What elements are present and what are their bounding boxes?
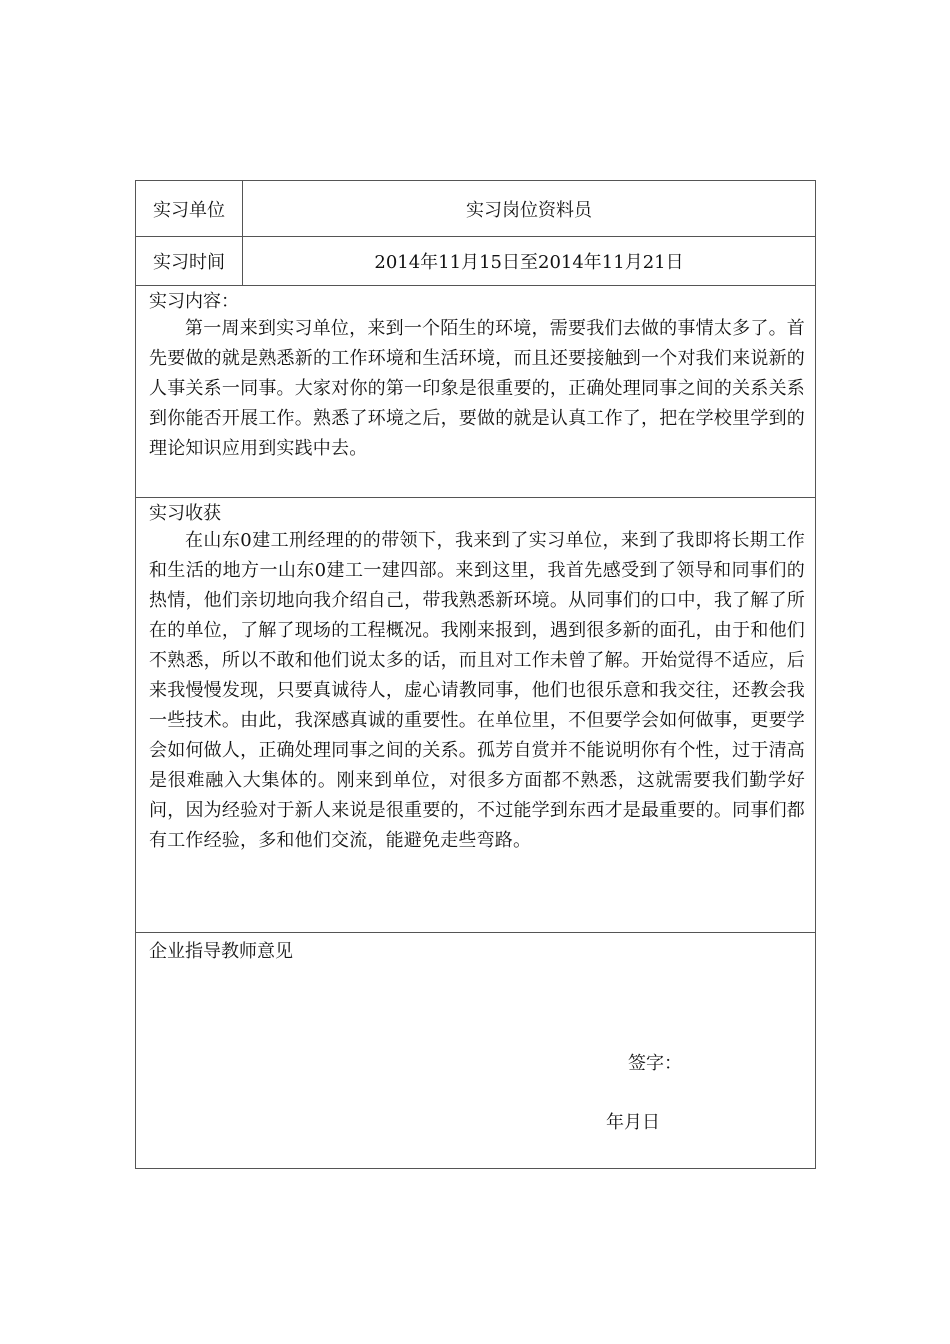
gain-body: 在山东0建工刑经理的的带领下，我来到了实习单位，来到了我即将长期工作和生活的地方一山东0建工一建四部。来到这里，我首先感受到了领导和同事们的热情，他们亲切地向我介绍自己，带我熟悉新环境。从同事们的口中，我了解了所在的单位，了解了现场的工程概况。我刚来报到，遇到很多新的面孔，由于和他们不熟悉，所以不敢和他们说太多的话，而且对工作未曾了解。开始觉得不适应，后来我慢慢发现，只要真诚待人，虚心请教同事，他们也很乐意和我交往，还教会我一些技术。由此，我深感真诚的重要性。在单位里，不但要学会如何做事，更要学会如何做人，正确处理同事之间的关系。孤芳自赏并不能说明你有个性，过于清高是很难融入大集体的。刚来到单位，对很多方面都不熟悉，这就需要我们勤学好问，因为经验对于新人来说是很重要的，不过能学到东西才是最重要的。同事们都有工作经验，多和他们交流，能避免走些弯路。 bbox=[149, 530, 805, 851]
time-row bbox=[136, 237, 815, 286]
mentor-title: 企业指导教师意见 bbox=[149, 941, 293, 962]
content-body: 第一周来到实习单位，来到一个陌生的环境，需要我们去做的事情太多了。首先要做的就是熟悉新的工作环境和生活环境，而且还要接触到一个对我们来说新的人事关系一同事。大家对你的第一印象是很重要的，正确处理同事之间的关系关系到你能否开展工作。熟悉了环境之后，要做的就是认真工作了，把在学校里学到的理论知识应用到实践中去。 bbox=[149, 318, 805, 459]
time-label: 实习时间 bbox=[136, 237, 243, 285]
date-label: 年月日 bbox=[606, 1112, 660, 1133]
unit-label: 实习单位 bbox=[136, 181, 243, 236]
unit-value: 实习岗位资料员 bbox=[466, 199, 592, 221]
mentor-section bbox=[136, 933, 815, 1168]
internship-report-table bbox=[135, 180, 816, 1169]
unit-row bbox=[136, 181, 815, 237]
signature-label: 签字： bbox=[628, 1053, 682, 1074]
time-value: 2014年11月15日至2014年11月21日 bbox=[374, 252, 684, 273]
gain-title: 实习收获 bbox=[149, 503, 221, 524]
gain-section bbox=[136, 498, 815, 933]
content-title: 实习内容： bbox=[149, 291, 239, 312]
content-section bbox=[136, 286, 815, 498]
